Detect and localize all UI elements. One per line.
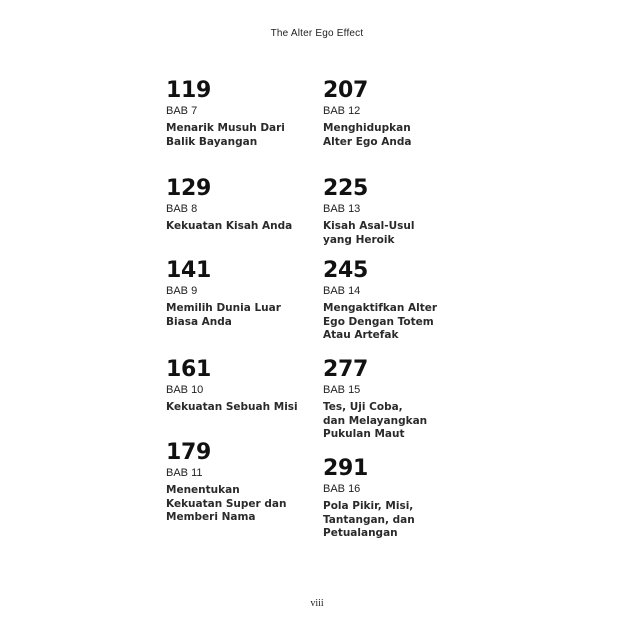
toc-chapter-title: Pola Pikir, Misi, Tantangan, dan Petualangan xyxy=(323,500,415,539)
toc-chapter-title: Memilih Dunia Luar Biasa Anda xyxy=(166,302,281,328)
toc-chapter-label: BAB 9 xyxy=(166,285,198,297)
toc-page-number: 141 xyxy=(166,258,212,283)
toc-chapter-title: Mengaktifkan Alter Ego Dengan Totem Atau Artefak xyxy=(323,302,438,341)
toc-chapter-title: Kekuatan Sebuah Misi xyxy=(166,401,298,413)
toc-entry-chapter-16 xyxy=(323,458,463,541)
toc-page-number: 207 xyxy=(323,78,369,103)
toc-page-number: 179 xyxy=(166,440,212,465)
toc-chapter-title: Kekuatan Kisah Anda xyxy=(166,220,293,232)
toc-chapter-title: Menghidupkan Alter Ego Anda xyxy=(323,122,412,148)
toc-entry-chapter-7 xyxy=(166,80,306,149)
toc-entry-chapter-9 xyxy=(166,260,306,329)
toc-page-number: 119 xyxy=(166,78,212,103)
page-number-footer: viii xyxy=(310,598,324,609)
toc-chapter-label: BAB 7 xyxy=(166,105,198,117)
toc-page-number: 291 xyxy=(323,456,369,481)
toc-chapter-label: BAB 11 xyxy=(166,467,203,479)
toc-entry-chapter-10 xyxy=(166,359,306,415)
toc-chapter-label: BAB 10 xyxy=(166,384,204,396)
toc-entry-chapter-8 xyxy=(166,178,306,234)
toc-chapter-label: BAB 13 xyxy=(323,203,361,215)
toc-chapter-label: BAB 15 xyxy=(323,384,361,396)
toc-chapter-title: Menentukan Kekuatan Super dan Memberi Nama xyxy=(166,484,287,523)
toc-chapter-label: BAB 16 xyxy=(323,483,361,495)
toc-page-number: 277 xyxy=(323,357,369,382)
toc-page-number: 225 xyxy=(323,176,369,201)
toc-page-number: 245 xyxy=(323,258,369,283)
toc-entry-chapter-12 xyxy=(323,80,463,149)
toc-entry-chapter-14 xyxy=(323,260,463,343)
toc-page-number: 129 xyxy=(166,176,212,201)
toc-chapter-title: Menarik Musuh Dari Balik Bayangan xyxy=(166,122,285,148)
toc-entry-chapter-11 xyxy=(166,442,306,525)
toc-page-number: 161 xyxy=(166,357,212,382)
toc-chapter-title: Tes, Uji Coba, dan Melayangkan Pukulan Maut xyxy=(323,401,428,440)
book-title-header: The Alter Ego Effect xyxy=(270,28,364,39)
toc-chapter-label: BAB 14 xyxy=(323,285,361,297)
toc-chapter-label: BAB 8 xyxy=(166,203,198,215)
toc-chapter-title: Kisah Asal-Usul yang Heroik xyxy=(323,220,415,246)
toc-entry-chapter-13 xyxy=(323,178,463,247)
toc-chapter-label: BAB 12 xyxy=(323,105,361,117)
toc-entry-chapter-15 xyxy=(323,359,463,442)
